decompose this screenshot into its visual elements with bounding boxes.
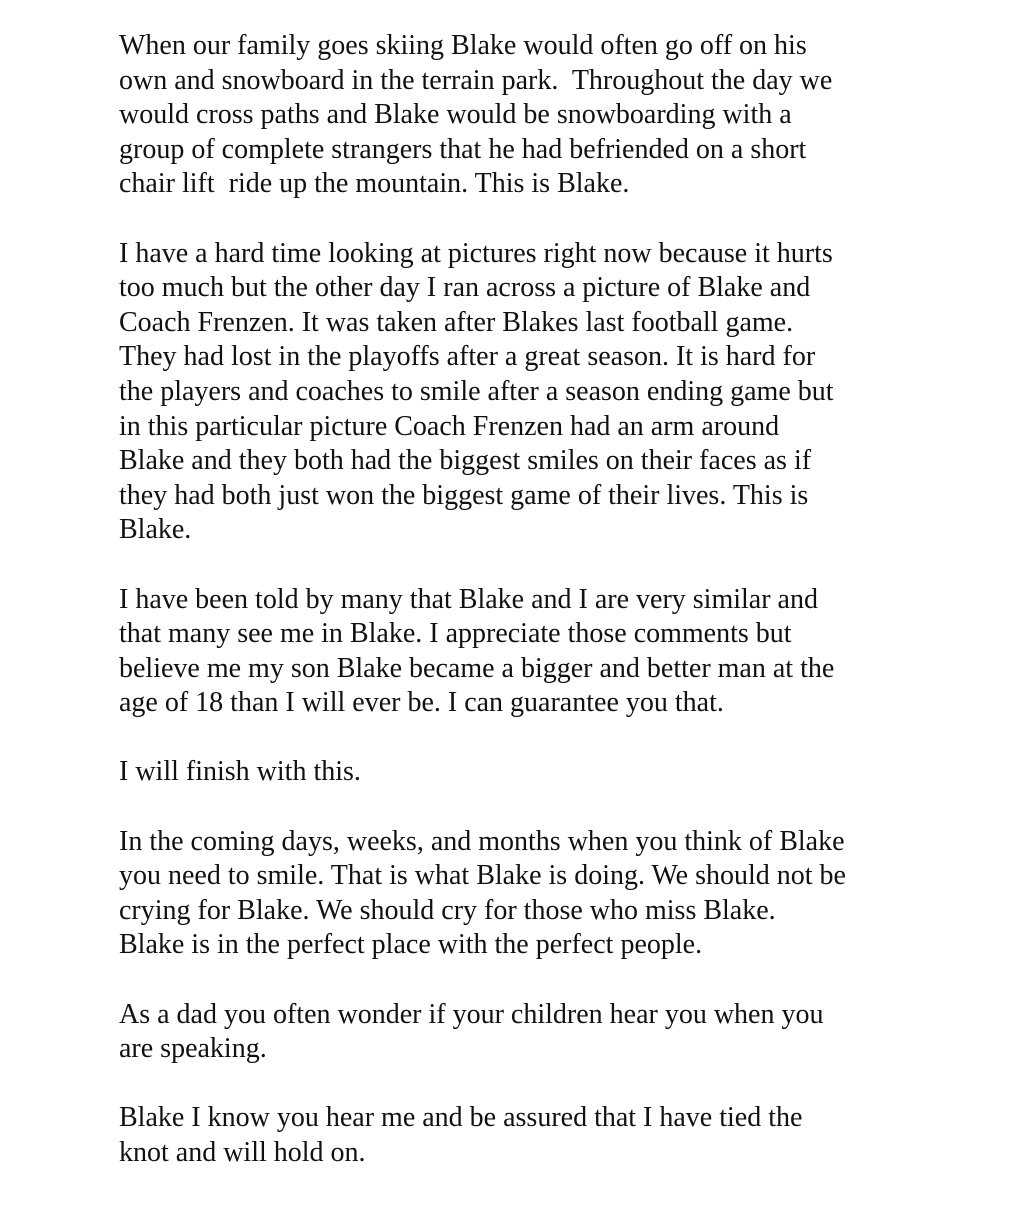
text-line: own and snowboard in the terrain park. Throughout the day we bbox=[119, 64, 833, 96]
paragraph-5 bbox=[119, 825, 959, 963]
paragraph-1 bbox=[119, 29, 959, 202]
text-line: They had lost in the playoffs after a great season. It is hard for bbox=[119, 341, 816, 373]
text-line: I have been told by many that Blake and I are very similar and bbox=[119, 583, 818, 615]
text-line: believe me my son Blake became a bigger and better man at the bbox=[119, 652, 835, 684]
text-line: are speaking. bbox=[119, 1033, 267, 1065]
text-line: chair lift ride up the mountain. This is Blake. bbox=[119, 168, 630, 200]
text-line: would cross paths and Blake would be snowboarding with a bbox=[119, 99, 792, 131]
text-line: group of complete strangers that he had befriended on a short bbox=[119, 133, 807, 165]
text-line: As a dad you often wonder if your children hear you when you bbox=[119, 998, 824, 1030]
text-line: In the coming days, weeks, and months when you think of Blake bbox=[119, 825, 845, 857]
text-line: knot and will hold on. bbox=[119, 1137, 366, 1168]
text-line: they had both just won the biggest game of their lives. This is bbox=[119, 479, 809, 511]
text-line: too much but the other day I ran across a picture of Blake and bbox=[119, 272, 811, 304]
text-line: Blake. bbox=[119, 514, 192, 546]
paragraph-2 bbox=[119, 237, 959, 548]
paragraph-4 bbox=[119, 755, 959, 790]
text-line: When our family goes skiing Blake would often go off on his bbox=[119, 30, 807, 61]
document-page bbox=[119, 29, 959, 1205]
paragraph-6 bbox=[119, 998, 959, 1067]
text-line: Blake and they both had the biggest smiles on their faces as if bbox=[119, 445, 812, 477]
text-line: Blake I know you hear me and be assured that I have tied the bbox=[119, 1102, 803, 1134]
text-line: Coach Frenzen. It was taken after Blakes last football game. bbox=[119, 306, 794, 338]
paragraph-3 bbox=[119, 583, 959, 721]
paragraph-7 bbox=[119, 1101, 959, 1170]
text-line: you need to smile. That is what Blake is doing. We should not be bbox=[119, 860, 846, 892]
text-line: Blake is in the perfect place with the perfect people. bbox=[119, 929, 703, 961]
text-line: age of 18 than I will ever be. I can guarantee you that. bbox=[119, 687, 724, 719]
text-line: I will finish with this. bbox=[119, 756, 361, 788]
text-line: in this particular picture Coach Frenzen had an arm around bbox=[119, 410, 780, 442]
text-line: the players and coaches to smile after a season ending game but bbox=[119, 375, 834, 407]
text-line: crying for Blake. We should cry for those who miss Blake. bbox=[119, 894, 776, 926]
text-line: that many see me in Blake. I appreciate those comments but bbox=[119, 618, 792, 650]
text-line: I have a hard time looking at pictures right now because it hurts bbox=[119, 237, 833, 269]
